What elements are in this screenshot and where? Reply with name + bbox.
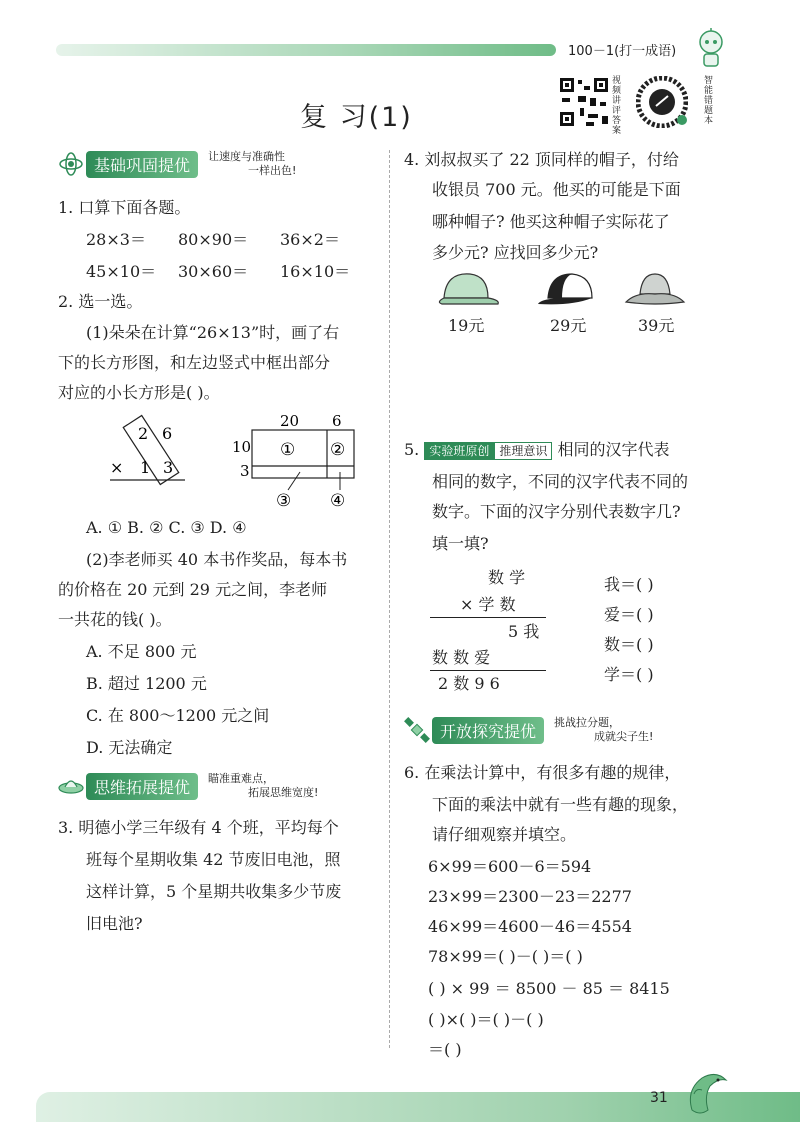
tag-original: 实验班原创	[424, 442, 494, 460]
q5-a2: 爱＝( )	[604, 605, 654, 624]
svg-text:20: 20	[280, 412, 300, 430]
svg-text:6: 6	[162, 424, 173, 443]
q6-e4: 78×99＝( )－( )＝( )	[428, 947, 583, 966]
q2-p2-l1: (2)李老师买 40 本书作奖品，每本书	[86, 550, 348, 569]
q6-e2: 23×99＝2300－23＝2277	[428, 887, 632, 906]
section-open	[404, 716, 653, 744]
q1-title: 1. 口算下面各题。	[58, 198, 191, 217]
svg-text:④: ④	[330, 491, 346, 511]
q5-line-a	[430, 617, 546, 618]
tag-reasoning: 推理意识	[494, 442, 552, 460]
svg-text:①: ①	[280, 440, 296, 460]
q6-e3: 46×99＝4600－46＝4554	[428, 917, 632, 936]
section-thinking-label: 思维拓展提优	[86, 773, 198, 800]
q5-l2: 相同的数字，不同的汉字代表不同的	[432, 472, 689, 491]
section-open-note: 挑战拉分题， 成就尖子生!	[554, 716, 654, 743]
q2-p2-l2: 的价格在 20 元到 29 元之间，李老师	[58, 580, 328, 599]
ufo-icon	[58, 773, 84, 799]
section-basic	[58, 150, 296, 178]
svg-text:3: 3	[163, 458, 174, 477]
qr-code-icon[interactable]	[558, 76, 610, 128]
q2-p1-l3: 对应的小长方形是( )。	[58, 383, 220, 402]
q2-option-d: D. 无法确定	[86, 738, 173, 757]
header-riddle: 100－1(打一成语)	[568, 44, 677, 59]
header-band	[56, 44, 556, 56]
q1-r1-c2: 80×90＝	[178, 230, 249, 249]
q5-a1: 我＝( )	[604, 575, 654, 594]
q2-title: 2. 选一选。	[58, 292, 143, 311]
svg-text:×: ×	[110, 458, 124, 477]
page-title: 复 习(1)	[300, 102, 413, 133]
section-basic-note: 让速度与准确性 一样出色!	[208, 150, 297, 177]
q3-l4: 旧电池?	[86, 914, 143, 933]
q4-l3: 哪种帽子? 他买这种帽子实际花了	[432, 212, 670, 231]
q5-v1: 数 学	[488, 568, 526, 587]
q6-e5: ( ) × 99 ＝ 8500 － 85 ＝ 8415	[428, 979, 670, 998]
q3-l1: 3. 明德小学三年级有 4 个班，平均每个	[58, 818, 339, 837]
q5-v5: 2 数 9 6	[438, 674, 500, 693]
q3-l3: 这样计算，5 个星期共收集多少节废	[86, 882, 342, 901]
q6-l1: 6. 在乘法计算中，有很多有趣的规律，	[404, 763, 681, 782]
baseball-cap-icon	[434, 268, 502, 310]
q1-r1-c3: 36×2＝	[280, 230, 340, 249]
q5-v4: 数 数 爱	[432, 648, 491, 667]
section-open-label: 开放探究提优	[432, 717, 544, 744]
trucker-cap-icon	[532, 268, 602, 310]
q6-l2: 下面的乘法中就有一些有趣的现象，	[432, 795, 689, 814]
q5-line-b	[430, 670, 546, 671]
q4-l2: 收银员 700 元。他买的可能是下面	[432, 180, 681, 199]
q6-l3: 请仔细观察并填空。	[432, 825, 577, 844]
qr-caption-right: 智能错题本	[704, 76, 714, 126]
svg-text:1: 1	[140, 458, 151, 477]
svg-text:10: 10	[232, 438, 252, 456]
q6-e1: 6×99＝600－6＝594	[428, 857, 592, 876]
q1-r2-c3: 16×10＝	[280, 262, 351, 281]
q2-p1-l2: 下的长方形图，和左边竖式中框出部分	[58, 353, 331, 372]
q4-l4: 多少元? 应找回多少元?	[432, 243, 599, 262]
column-divider	[389, 150, 390, 1048]
qr-caption-left: 视频讲评答案	[612, 76, 622, 136]
q5-l3: 数字。下面的汉字分别代表数字几?	[432, 502, 681, 521]
q1-r2-c1: 45×10＝	[86, 262, 157, 281]
q2-option-a: A. 不足 800 元	[86, 642, 197, 661]
price-1: 19元	[448, 316, 485, 335]
q5-l4: 填一填?	[432, 534, 489, 553]
svg-text:②: ②	[330, 440, 346, 460]
q1-r2-c2: 30×60＝	[178, 262, 249, 281]
svg-text:3: 3	[240, 462, 250, 480]
q1-r1-c1: 28×3＝	[86, 230, 146, 249]
q5-v3: 5 我	[508, 622, 540, 641]
smart-qr-icon[interactable]	[636, 76, 688, 128]
q5-a4: 学＝( )	[604, 665, 654, 684]
q6-e7: ＝( )	[428, 1040, 462, 1059]
q5-line1: 5. 实验班原创 推理意识 相同的汉字代表	[404, 440, 670, 459]
svg-text:2: 2	[138, 424, 149, 443]
robot-mascot-icon	[694, 28, 728, 72]
q2-options-1: A. ① B. ② C. ③ D. ④	[86, 518, 247, 537]
section-thinking-note: 瞄准重难点， 拓展思维宽度!	[208, 772, 319, 799]
q2-p1-l1: (1)朵朵在计算“26×13”时，画了右	[86, 323, 340, 342]
svg-text:6: 6	[332, 412, 342, 430]
page-number: 31	[650, 1090, 668, 1106]
q5-a3: 数＝( )	[604, 635, 654, 654]
q2-diagram	[100, 410, 370, 516]
q2-option-c: C. 在 800～1200 元之间	[86, 706, 270, 725]
atom-icon	[58, 151, 84, 177]
section-basic-label: 基础巩固提优	[86, 151, 198, 178]
section-thinking	[58, 772, 318, 800]
q4-l1: 4. 刘叔叔买了 22 顶同样的帽子，付给	[404, 150, 679, 169]
price-2: 29元	[550, 316, 587, 335]
q2-option-b: B. 超过 1200 元	[86, 674, 207, 693]
q5-v2: × 学 数	[460, 595, 516, 614]
svg-text:③: ③	[276, 491, 292, 511]
price-3: 39元	[638, 316, 675, 335]
bucket-hat-icon	[622, 268, 688, 310]
q6-e6: ( )×( )＝( )－( )	[428, 1010, 544, 1029]
q2-p2-l3: 一共花的钱( )。	[58, 610, 172, 629]
dolphin-icon	[682, 1070, 730, 1120]
q3-l2: 班每个星期收集 42 节废旧电池，照	[86, 850, 341, 869]
satellite-icon	[404, 717, 430, 743]
